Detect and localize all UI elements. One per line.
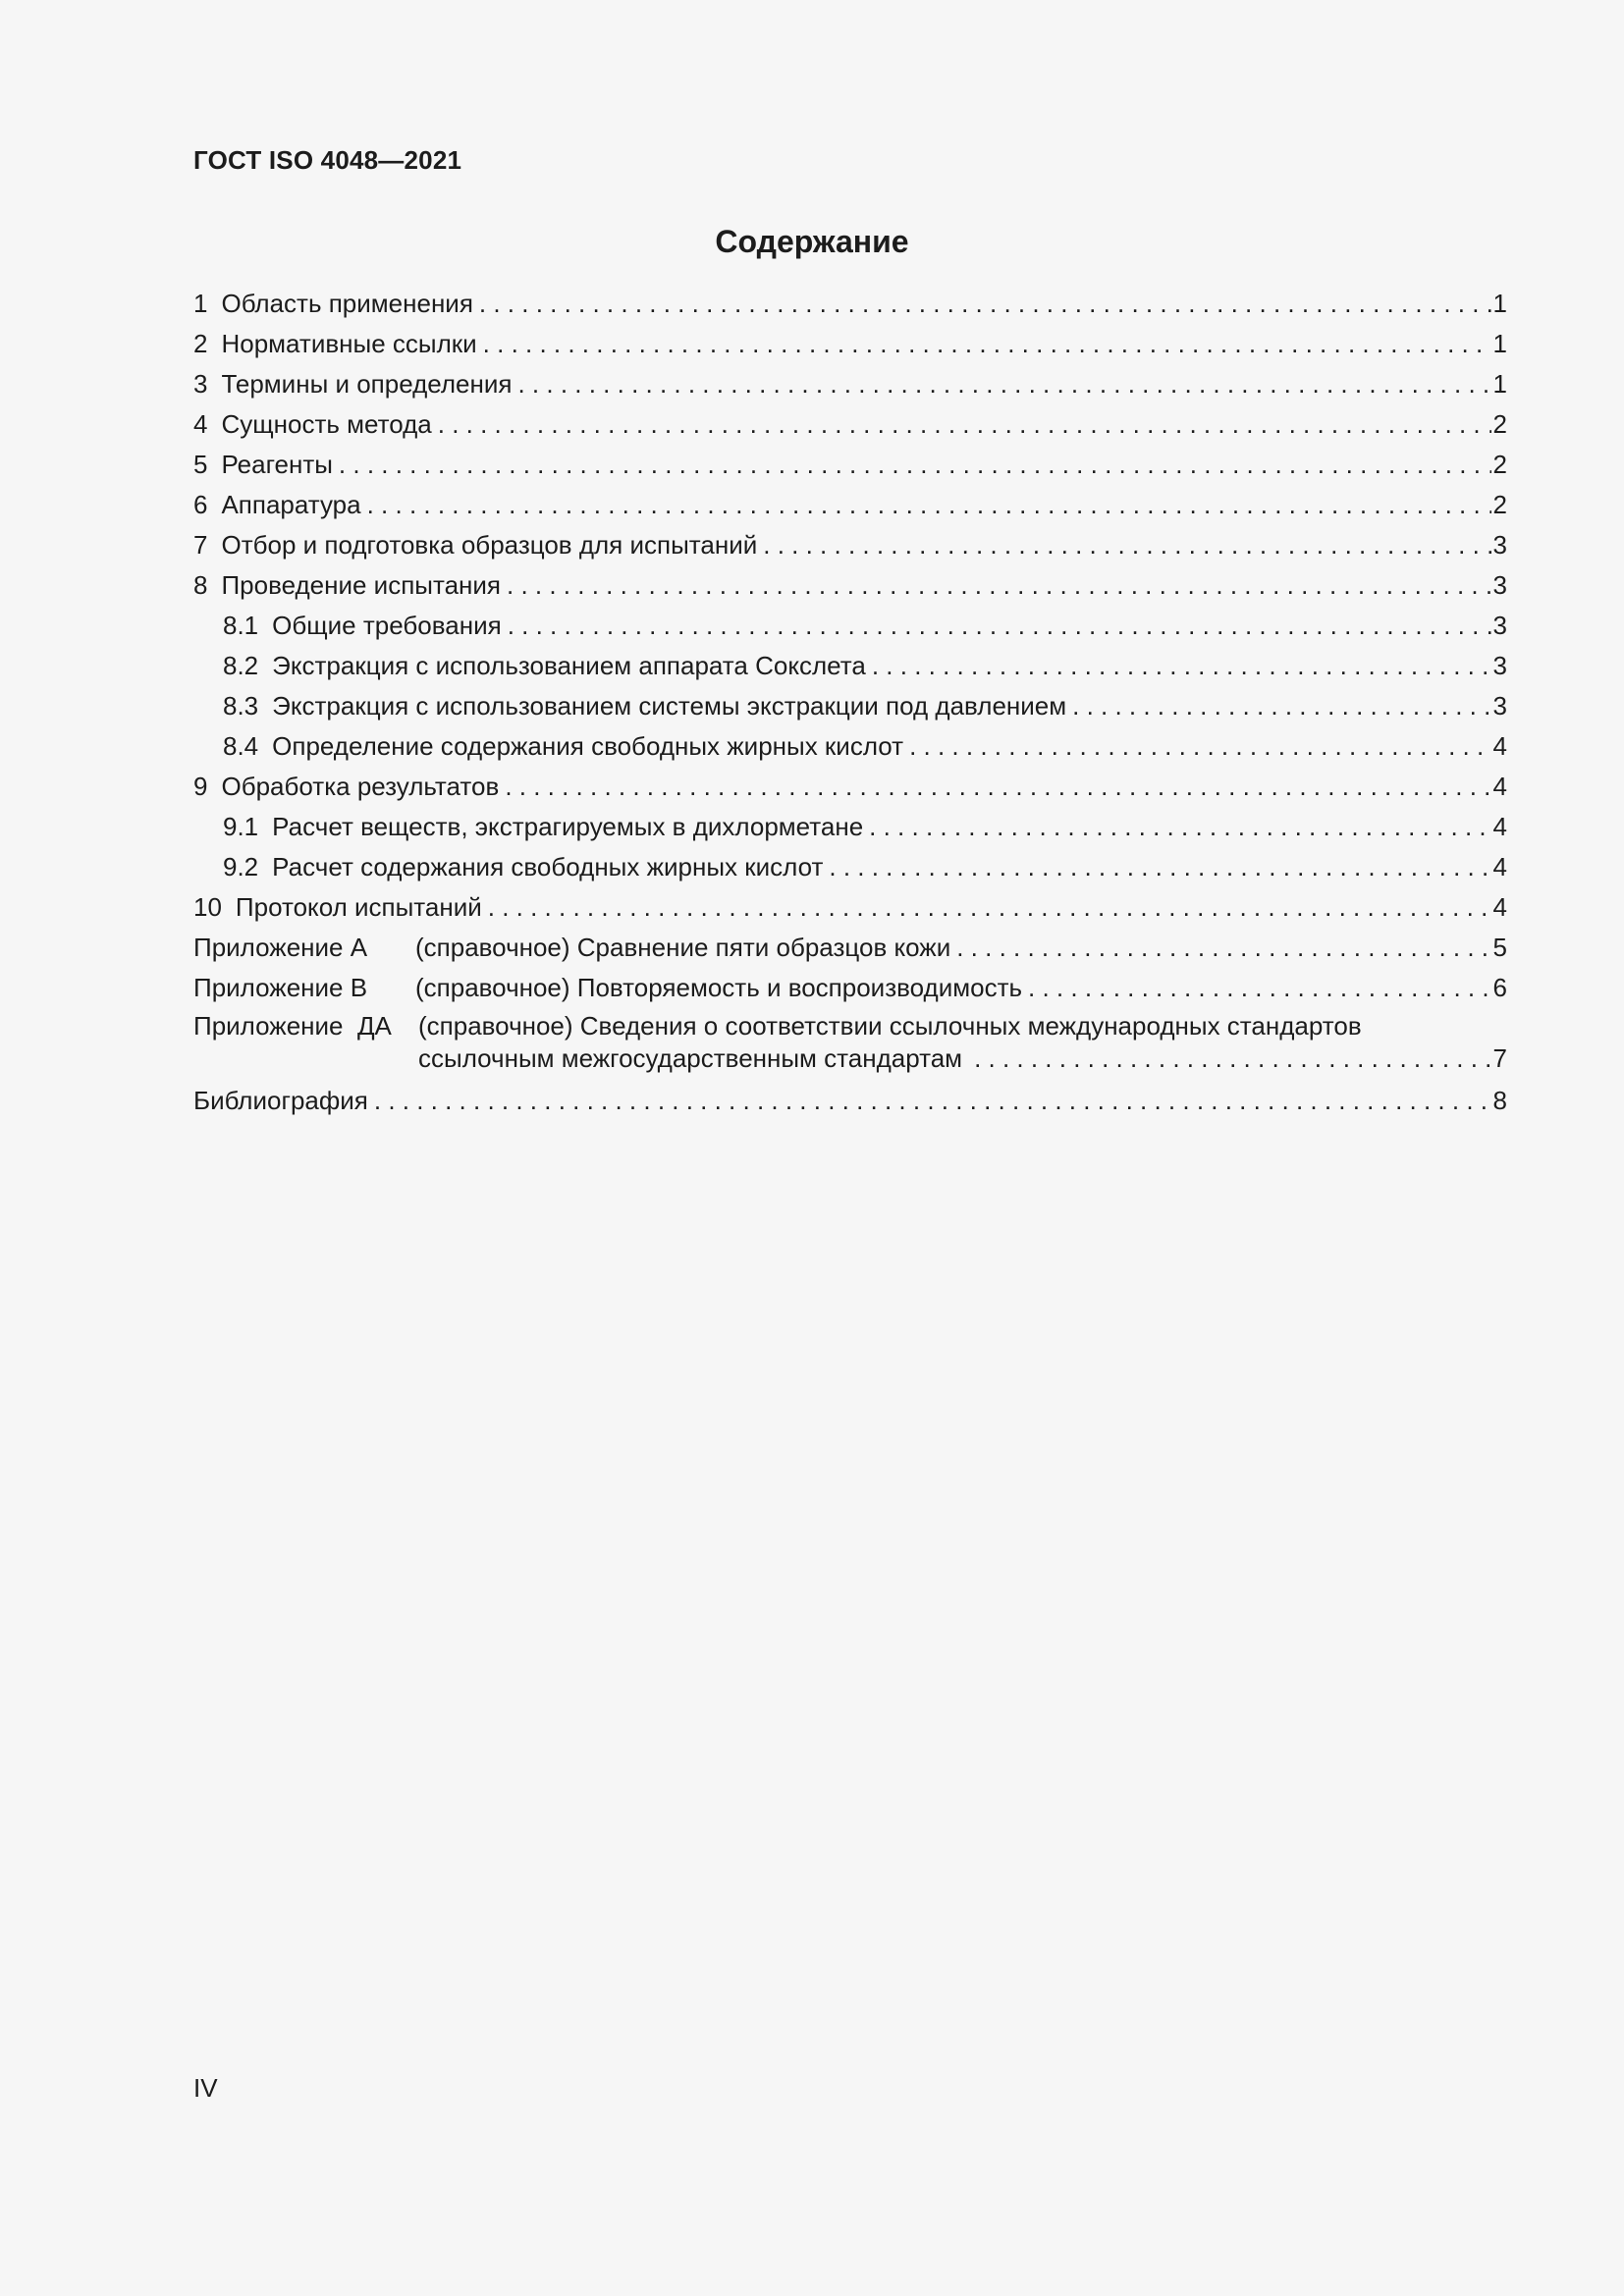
toc-entry-6[interactable] bbox=[193, 485, 1507, 525]
toc-entry-page: 3 bbox=[1492, 570, 1507, 600]
toc-entry-page: 6 bbox=[1492, 973, 1507, 1002]
toc-leader-dots bbox=[763, 525, 1490, 565]
toc-entry-8-1[interactable] bbox=[193, 606, 1507, 646]
toc-entry-page: 1 bbox=[1492, 289, 1507, 318]
toc-entry-number: 4 bbox=[193, 409, 208, 439]
toc-leader-dots bbox=[374, 1081, 1491, 1121]
toc-entry-page: 2 bbox=[1492, 450, 1507, 479]
toc-entry-page: 8 bbox=[1492, 1086, 1507, 1115]
toc-entry-page: 3 bbox=[1492, 691, 1507, 721]
toc-leader-dots bbox=[909, 726, 1490, 767]
toc-entry-number: 8.4 bbox=[223, 731, 259, 761]
toc-entry-label: Область применения bbox=[221, 289, 473, 318]
toc-appendix-label-line2: ссылочным межгосударственным стандартам bbox=[418, 1043, 963, 1073]
toc-appendix-label-line1: (справочное) Сведения о соответствии ссылочных международных стандартов bbox=[418, 1011, 1362, 1041]
toc-entry-9-1[interactable] bbox=[193, 807, 1507, 847]
toc-entry-label: Нормативные ссылки bbox=[221, 329, 477, 358]
toc-leader-dots bbox=[438, 404, 1491, 445]
toc-entry-label: Сущность метода bbox=[221, 409, 432, 439]
toc-entry-9[interactable] bbox=[193, 767, 1507, 807]
toc-entry-page: 3 bbox=[1492, 611, 1507, 640]
toc-leader-dots bbox=[479, 284, 1491, 324]
toc-entry-label: Проведение испытания bbox=[221, 570, 502, 600]
toc-leader-dots bbox=[508, 606, 1491, 646]
toc-appendix-prefix: Приложение ДА bbox=[193, 1011, 392, 1041]
toc-appendix-b[interactable] bbox=[193, 968, 1507, 1008]
toc-appendix-da[interactable] bbox=[193, 1010, 1507, 1075]
toc-entry-1[interactable] bbox=[193, 284, 1507, 324]
toc-entry-label: Реагенты bbox=[221, 450, 333, 479]
toc-entry-number: 7 bbox=[193, 530, 208, 560]
toc-entry-label: Расчет веществ, экстрагируемых в дихлорметане bbox=[272, 812, 864, 841]
toc-entry-page: 1 bbox=[1492, 369, 1507, 399]
toc-entry-3[interactable] bbox=[193, 364, 1507, 404]
toc-entry-page: 2 bbox=[1492, 490, 1507, 519]
toc-entry-4[interactable] bbox=[193, 404, 1507, 445]
toc-appendix-label: (справочное) Сравнение пяти образцов кожи bbox=[415, 933, 951, 962]
document-header: ГОСТ ISO 4048—2021 bbox=[193, 145, 462, 175]
toc-leader-dots bbox=[488, 887, 1491, 928]
toc-entry-page: 4 bbox=[1492, 852, 1507, 881]
toc-leader-dots bbox=[869, 807, 1490, 847]
toc-entry-number: 8.3 bbox=[223, 691, 259, 721]
toc-entry-8-4[interactable] bbox=[193, 726, 1507, 767]
toc-entry-page: 1 bbox=[1492, 329, 1507, 358]
toc-entry-number: 6 bbox=[193, 490, 208, 519]
toc-entry-page: 4 bbox=[1492, 772, 1507, 801]
toc-entry-number: 10 bbox=[193, 892, 222, 922]
toc-entry-page: 3 bbox=[1492, 651, 1507, 680]
toc-entry-label: Отбор и подготовка образцов для испытаний bbox=[221, 530, 758, 560]
toc-entry-page: 4 bbox=[1492, 892, 1507, 922]
toc-entry-page: 5 bbox=[1492, 933, 1507, 962]
toc-entry-label: Экстракция с использованием аппарата Сокслета bbox=[272, 651, 866, 680]
toc-entry-8-3[interactable] bbox=[193, 686, 1507, 726]
toc-leader-dots bbox=[872, 646, 1491, 686]
toc-entry-label: Библиография bbox=[193, 1086, 368, 1115]
toc-entry-label: Протокол испытаний bbox=[235, 892, 482, 922]
toc-leader-dots bbox=[974, 1042, 1490, 1075]
toc-entry-8-2[interactable] bbox=[193, 646, 1507, 686]
toc-entry-number: 5 bbox=[193, 450, 208, 479]
toc-entry-label: Обработка результатов bbox=[221, 772, 500, 801]
toc-leader-dots bbox=[1072, 686, 1490, 726]
toc-entry-number: 2 bbox=[193, 329, 208, 358]
page-number: IV bbox=[193, 2073, 218, 2103]
toc-leader-dots bbox=[367, 485, 1491, 525]
toc-entry-number: 9.2 bbox=[223, 852, 259, 881]
toc-bibliography[interactable] bbox=[193, 1081, 1507, 1121]
toc-appendix-prefix: Приложение В bbox=[193, 973, 368, 1002]
toc-appendix-prefix: Приложение А bbox=[193, 933, 368, 962]
toc-leader-dots bbox=[339, 445, 1491, 485]
toc-entry-number: 8.2 bbox=[223, 651, 259, 680]
toc-entry-label: Экстракция с использованием системы экстракции под давлением bbox=[272, 691, 1067, 721]
toc-entry-label: Определение содержания свободных жирных кислот bbox=[272, 731, 904, 761]
toc-leader-dots bbox=[956, 928, 1490, 968]
toc-appendix-label: (справочное) Повторяемость и воспроизводимость bbox=[415, 973, 1023, 1002]
toc-entry-number: 8 bbox=[193, 570, 208, 600]
toc-entry-number: 1 bbox=[193, 289, 208, 318]
toc-entry-5[interactable] bbox=[193, 445, 1507, 485]
toc-entry-7[interactable] bbox=[193, 525, 1507, 565]
toc-leader-dots bbox=[507, 565, 1491, 606]
toc-entry-label: Термины и определения bbox=[221, 369, 513, 399]
toc-entry-label: Расчет содержания свободных жирных кислот bbox=[272, 852, 824, 881]
toc-entry-number: 9.1 bbox=[223, 812, 259, 841]
toc-entry-number: 9 bbox=[193, 772, 208, 801]
toc-appendix-a[interactable] bbox=[193, 928, 1507, 968]
toc-leader-dots bbox=[1028, 968, 1491, 1008]
toc-entry-2[interactable] bbox=[193, 324, 1507, 364]
toc-entry-8[interactable] bbox=[193, 565, 1507, 606]
toc-entry-9-2[interactable] bbox=[193, 847, 1507, 887]
toc-leader-dots bbox=[483, 324, 1491, 364]
toc-entry-page: 7 bbox=[1492, 1043, 1507, 1073]
toc-entry-page: 4 bbox=[1492, 812, 1507, 841]
toc-entry-number: 8.1 bbox=[223, 611, 259, 640]
toc-entry-label: Общие требования bbox=[272, 611, 502, 640]
toc-leader-dots bbox=[505, 767, 1490, 807]
toc-entry-page: 2 bbox=[1492, 409, 1507, 439]
toc-leader-dots bbox=[517, 364, 1490, 404]
toc-entry-page: 4 bbox=[1492, 731, 1507, 761]
toc-entry-page: 3 bbox=[1492, 530, 1507, 560]
toc-leader-dots bbox=[829, 847, 1490, 887]
toc-entry-number: 3 bbox=[193, 369, 208, 399]
toc-entry-label: Аппаратура bbox=[221, 490, 361, 519]
toc-title: Содержание bbox=[715, 224, 909, 259]
table-of-contents bbox=[193, 284, 1507, 1121]
toc-entry-10[interactable] bbox=[193, 887, 1507, 928]
